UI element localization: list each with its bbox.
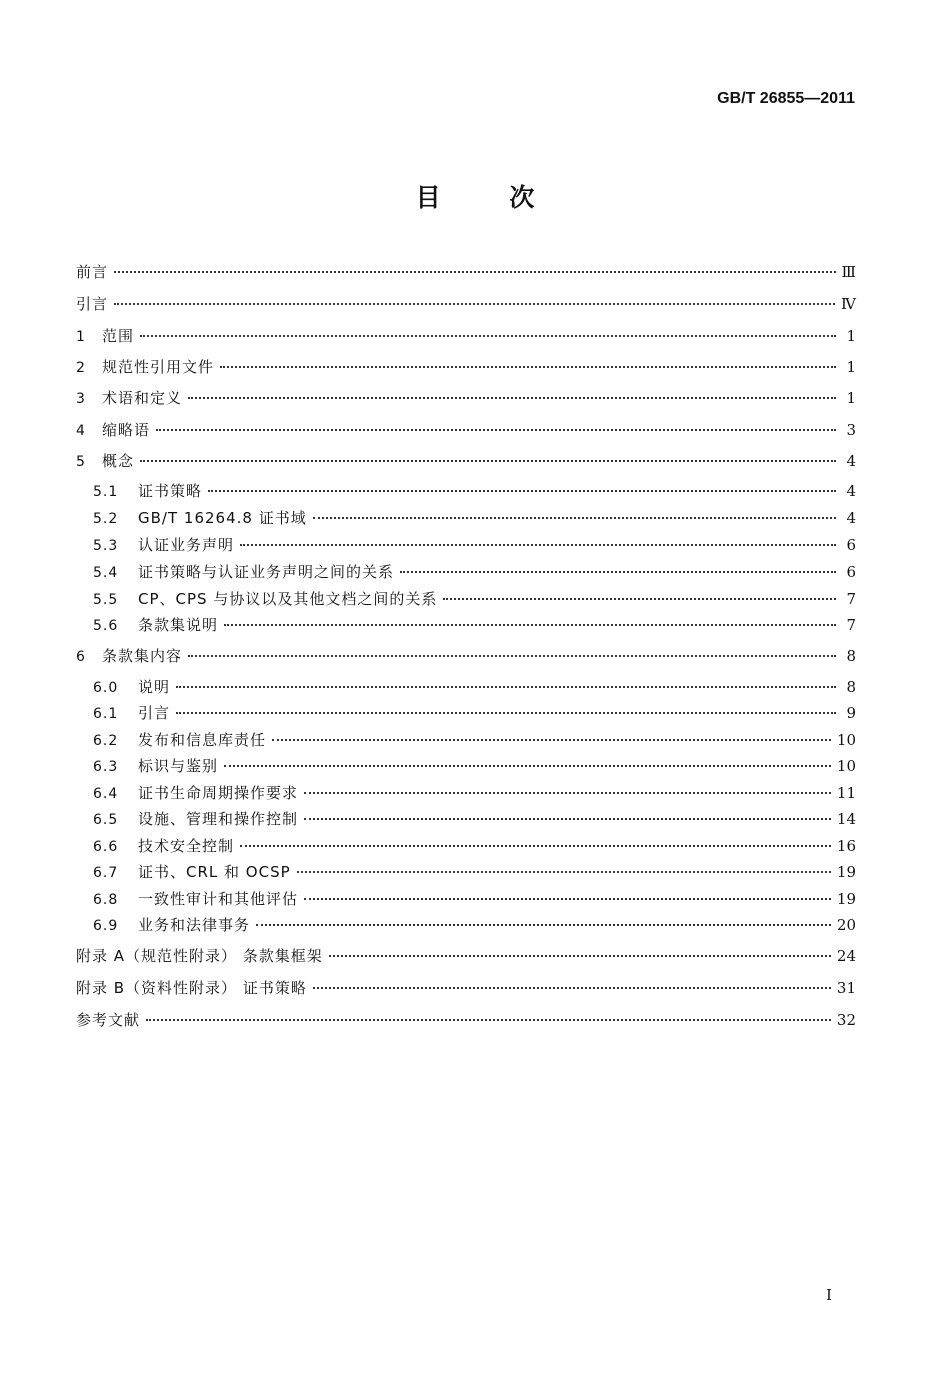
toc-entry-title: 设施、管理和操作控制	[138, 810, 299, 828]
toc-entry-page: 1	[846, 389, 856, 407]
toc-leader-dots	[256, 924, 831, 926]
toc-entry-page: 14	[836, 810, 856, 828]
toc-entry-number: 6.4	[93, 786, 119, 802]
toc-entry-number: 6.3	[93, 759, 119, 775]
toc-entry-page: 7	[846, 590, 856, 608]
toc-leader-dots	[400, 571, 836, 573]
toc-leader-dots	[304, 792, 831, 794]
toc-entry-page: 3	[846, 421, 856, 439]
toc-entry-number: 5.3	[93, 538, 119, 554]
toc-entry-page: 11	[836, 784, 856, 802]
toc-entry-title: CP、CPS 与协议以及其他文档之间的关系	[138, 590, 438, 608]
toc-entry[interactable]	[93, 782, 856, 806]
toc-entry-number: 5.6	[93, 618, 119, 634]
toc-entry[interactable]	[76, 419, 856, 443]
toc-entry-title: 说明	[138, 678, 171, 696]
toc-entry-title: 规范性引用文件	[102, 358, 215, 376]
toc-leader-dots	[224, 765, 831, 767]
toc-leader-dots	[304, 898, 831, 900]
toc-entry[interactable]	[76, 261, 856, 285]
toc-entry-page: 19	[836, 863, 856, 881]
toc-entry-page: 24	[836, 947, 856, 965]
toc-entry-page: 8	[846, 647, 856, 665]
toc-entry-number: 1	[76, 329, 85, 345]
toc-entry[interactable]	[76, 325, 856, 349]
toc-entry-page: Ⅳ	[841, 295, 856, 313]
toc-entry-title: 发布和信息库责任	[138, 731, 267, 749]
toc-leader-dots	[443, 598, 836, 600]
toc-leader-dots	[240, 845, 831, 847]
toc-entry-number: 5.5	[93, 592, 119, 608]
toc-entry-number: 5.2	[93, 511, 119, 527]
toc-entry-number: 2	[76, 360, 85, 376]
toc-leader-dots	[146, 1019, 831, 1021]
page-number: I	[826, 1286, 832, 1304]
toc-entry[interactable]	[76, 945, 856, 969]
toc-entry[interactable]	[93, 614, 856, 638]
toc-entry-page: 4	[846, 452, 856, 470]
toc-entry-page: 19	[836, 890, 856, 908]
toc-entry-page: 16	[836, 837, 856, 855]
toc-entry[interactable]	[93, 702, 856, 726]
toc-entry-page: 10	[836, 731, 856, 749]
toc-entry-number: 6.9	[93, 918, 119, 934]
toc-entry-number: 6.2	[93, 733, 119, 749]
toc-entry-title: 证书、CRL 和 OCSP	[138, 863, 291, 881]
toc-entry-title: 证书策略与认证业务声明之间的关系	[138, 563, 395, 581]
toc-entry-title: 附录 A（规范性附录） 条款集框架	[76, 947, 323, 965]
toc-entry-title: 缩略语	[102, 421, 151, 439]
toc-leader-dots	[176, 686, 836, 688]
toc-leader-dots	[224, 624, 836, 626]
toc-leader-dots	[329, 955, 831, 957]
toc-leader-dots	[297, 871, 831, 873]
toc-entry-title: 参考文献	[76, 1011, 141, 1029]
toc-leader-dots	[240, 544, 836, 546]
toc-entry-page: 10	[836, 757, 856, 775]
toc-entry-page: 31	[836, 979, 856, 997]
toc-leader-dots	[156, 429, 836, 431]
toc-entry-number: 6.7	[93, 865, 119, 881]
toc-entry-title: 条款集内容	[102, 647, 183, 665]
toc-entry-title: 术语和定义	[102, 389, 183, 407]
toc-entry-title: 标识与鉴别	[138, 757, 219, 775]
toc-entry[interactable]	[93, 729, 856, 753]
toc-entry-number: 6.8	[93, 892, 119, 908]
toc-entry[interactable]	[93, 588, 856, 612]
toc-entry-page: 32	[836, 1011, 856, 1029]
toc-entry[interactable]	[76, 387, 856, 411]
toc-entry[interactable]	[93, 561, 856, 585]
toc-entry-page: 6	[846, 563, 856, 581]
toc-entry-number: 6.6	[93, 839, 119, 855]
toc-entry-page: 20	[836, 916, 856, 934]
toc-entry[interactable]	[93, 676, 856, 700]
toc-entry-number: 5.1	[93, 484, 119, 500]
toc-entry-page: 4	[846, 482, 856, 500]
toc-leader-dots	[272, 739, 831, 741]
toc-leader-dots	[313, 987, 831, 989]
title-char-1: 目	[415, 183, 441, 212]
toc-leader-dots	[188, 397, 836, 399]
toc-leader-dots	[313, 517, 836, 519]
toc-entry-title: GB/T 16264.8 证书域	[138, 509, 307, 527]
toc-entry[interactable]	[76, 645, 856, 669]
toc-entry-title: 一致性审计和其他评估	[138, 890, 299, 908]
toc-entry-number: 6	[76, 649, 85, 665]
toc-entry-number: 5.4	[93, 565, 119, 581]
toc-entry[interactable]	[76, 977, 856, 1001]
toc-entry-title: 技术安全控制	[138, 837, 235, 855]
toc-entry[interactable]	[93, 888, 856, 912]
toc-entry-page: 4	[846, 509, 856, 527]
toc-leader-dots	[140, 335, 836, 337]
toc-entry-title: 证书生命周期操作要求	[138, 784, 299, 802]
toc-entry-number: 4	[76, 423, 85, 439]
toc-entry-number: 3	[76, 391, 85, 407]
toc-entry[interactable]	[76, 1009, 856, 1033]
toc-entry-number: 5	[76, 454, 85, 470]
toc-leader-dots	[220, 366, 836, 368]
toc-entry[interactable]	[76, 450, 856, 474]
toc-entry-page: 1	[846, 327, 856, 345]
toc-entry-title: 附录 B（资料性附录） 证书策略	[76, 979, 307, 997]
toc-leader-dots	[140, 460, 836, 462]
toc-entry[interactable]	[93, 861, 856, 885]
toc-entry-title: 证书策略	[138, 482, 203, 500]
toc-leader-dots	[114, 303, 835, 305]
toc-entry-title: 前言	[76, 263, 109, 281]
toc-entry-page: 9	[846, 704, 856, 722]
toc-leader-dots	[114, 271, 836, 273]
toc-entry-title: 条款集说明	[138, 616, 219, 634]
toc-entry-page: 8	[846, 678, 856, 696]
title-char-2: 次	[509, 183, 535, 212]
toc-entry-page: Ⅲ	[841, 263, 856, 281]
toc-entry-title: 引言	[76, 295, 109, 313]
toc-entry-page: 6	[846, 536, 856, 554]
toc-entry-title: 认证业务声明	[138, 536, 235, 554]
toc-entry[interactable]	[93, 808, 856, 832]
toc-entry[interactable]	[93, 480, 856, 504]
toc-entry[interactable]	[93, 534, 856, 558]
toc-entry[interactable]	[93, 835, 856, 859]
toc-entry[interactable]	[76, 293, 856, 317]
toc-entry[interactable]	[93, 507, 856, 531]
toc-entry[interactable]	[93, 755, 856, 779]
toc-leader-dots	[304, 818, 831, 820]
toc-entry-number: 6.5	[93, 812, 119, 828]
page-title	[0, 178, 950, 214]
toc-entry[interactable]	[93, 914, 856, 938]
toc-entry-title: 范围	[102, 327, 135, 345]
toc-entry-title: 引言	[138, 704, 171, 722]
toc-entry-page: 1	[846, 358, 856, 376]
toc-entry-title: 业务和法律事务	[138, 916, 251, 934]
toc-entry-title: 概念	[102, 452, 135, 470]
toc-leader-dots	[208, 490, 836, 492]
standard-code: GB/T 26855—2011	[717, 90, 855, 107]
toc-entry[interactable]	[76, 356, 856, 380]
toc-entry-number: 6.0	[93, 680, 119, 696]
toc-leader-dots	[188, 655, 836, 657]
toc-entry-number: 6.1	[93, 706, 119, 722]
toc-entry-page: 7	[846, 616, 856, 634]
toc-leader-dots	[176, 712, 836, 714]
